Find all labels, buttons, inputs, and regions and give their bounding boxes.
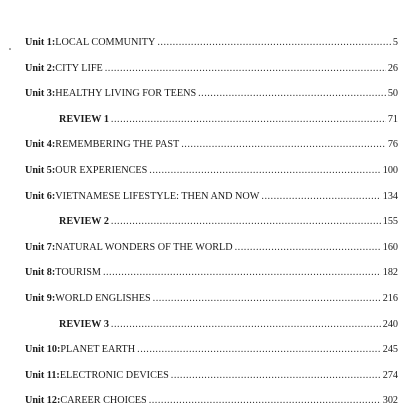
- unit-number: Unit 12:: [25, 395, 61, 407]
- toc-entry-unit-6[interactable]: [25, 184, 400, 210]
- review-title: REVIEW 2: [59, 216, 109, 228]
- unit-number: Unit 4:: [25, 139, 56, 151]
- unit-title: CAREER CHOICES: [60, 395, 147, 407]
- dot-leader: [157, 30, 391, 56]
- toc-entry-unit-12[interactable]: [25, 388, 400, 414]
- toc-entry-review-1[interactable]: [25, 107, 400, 133]
- dot-leader: [137, 337, 381, 363]
- toc-entry-unit-8[interactable]: [25, 260, 400, 286]
- unit-title: WORLD ENGLISHES: [55, 292, 151, 304]
- page-number: 182: [382, 267, 398, 279]
- toc-entry-unit-3[interactable]: [25, 81, 400, 107]
- unit-title: TOURISM: [55, 267, 101, 279]
- unit-title: LOCAL COMMUNITY: [55, 37, 156, 48]
- toc-entry-unit-4[interactable]: [25, 132, 400, 158]
- unit-title: REMEMBERING THE PAST: [55, 139, 180, 151]
- toc-entry-unit-1[interactable]: [25, 30, 400, 56]
- unit-title: HEALTHY LIVING FOR TEENS: [55, 88, 197, 100]
- unit-number: Unit 8:: [25, 267, 56, 279]
- review-title: REVIEW 1: [59, 113, 109, 125]
- unit-number: Unit 3:: [25, 88, 56, 100]
- unit-title: ELECTRONIC DEVICES: [59, 369, 169, 381]
- page-number: 274: [382, 369, 398, 381]
- unit-title: PLANET EARTH: [60, 344, 136, 356]
- dot-leader: [153, 286, 381, 312]
- toc-entry-unit-9[interactable]: [25, 286, 400, 312]
- unit-title: CITY LIFE: [55, 62, 103, 74]
- toc-entry-unit-2[interactable]: [25, 56, 400, 82]
- dot-leader: [235, 235, 381, 261]
- page-number: 50: [387, 88, 398, 100]
- dot-leader: [111, 107, 386, 133]
- unit-number: Unit 7:: [25, 241, 56, 253]
- page-number: 240: [382, 318, 398, 330]
- dot-leader: [103, 260, 381, 286]
- scan-speck: [9, 48, 11, 50]
- page-number: 134: [382, 190, 398, 202]
- unit-number: Unit 6:: [25, 190, 56, 202]
- unit-number: Unit 5:: [25, 164, 56, 176]
- toc-entry-review-2[interactable]: [25, 209, 400, 235]
- dot-leader: [111, 312, 381, 338]
- dot-leader: [261, 184, 380, 210]
- page-number: 160: [382, 241, 398, 253]
- unit-title: VIETNAMESE LIFESTYLE: THEN AND NOW: [55, 190, 260, 202]
- page-number: 71: [387, 113, 398, 125]
- page-number: 155: [382, 216, 398, 228]
- unit-number: Unit 10:: [25, 344, 61, 356]
- unit-number: Unit 1:: [25, 37, 56, 48]
- dot-leader: [111, 209, 381, 235]
- page-number: 245: [382, 344, 398, 356]
- review-title: REVIEW 3: [59, 318, 109, 330]
- unit-title: OUR EXPERIENCES: [55, 164, 148, 176]
- toc-entry-review-3[interactable]: [25, 312, 400, 338]
- toc-entry-unit-5[interactable]: [25, 158, 400, 184]
- page-number: 5: [392, 37, 398, 48]
- dot-leader: [198, 81, 386, 107]
- unit-number: Unit 2:: [25, 62, 56, 74]
- toc-entry-unit-11[interactable]: [25, 363, 400, 389]
- dot-leader: [149, 158, 380, 184]
- dot-leader: [181, 132, 386, 158]
- page-number: 26: [387, 62, 398, 74]
- toc-entry-unit-7[interactable]: [25, 235, 400, 261]
- page-number: 216: [382, 292, 398, 304]
- toc-entry-unit-10[interactable]: [25, 337, 400, 363]
- page-number: 100: [382, 164, 398, 176]
- dot-leader: [171, 363, 381, 389]
- unit-number: Unit 9:: [25, 292, 56, 304]
- dot-leader: [105, 56, 386, 82]
- table-of-contents: [25, 30, 400, 414]
- dot-leader: [149, 388, 381, 414]
- unit-title: NATURAL WONDERS OF THE WORLD: [55, 241, 233, 253]
- page-number: 302: [382, 395, 398, 407]
- page-number: 76: [387, 139, 398, 151]
- unit-number: Unit 11:: [25, 369, 60, 381]
